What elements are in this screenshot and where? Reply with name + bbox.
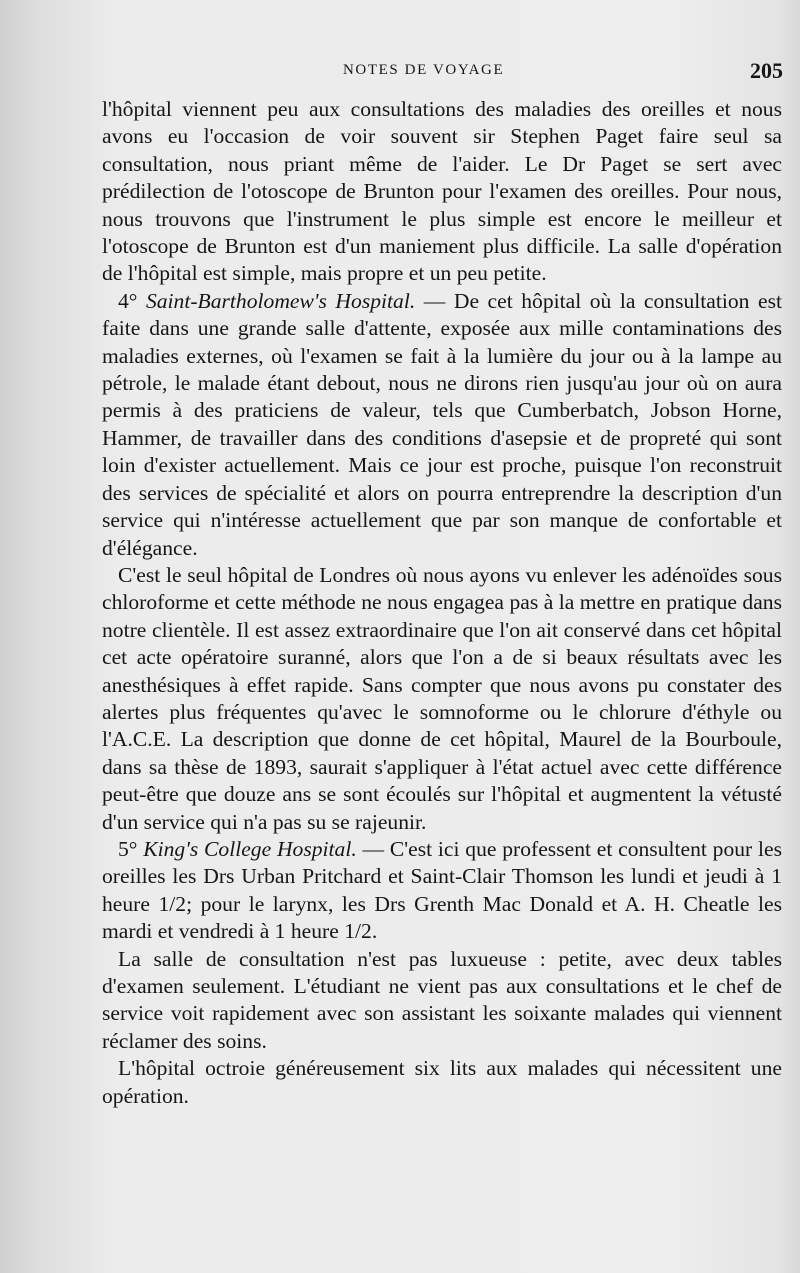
paragraph-text: C'est le seul hôpital de Londres où nous ayons vu enlever les adénoïdes sous chloroforme et cette méthode ne nous engagea pas à la mettre en pratique dans notre clientèle. Il est assez extraordinaire que l'on ait conservé dans cet hôpital cet acte opératoire suranné, alors que l'on a de si beaux résultats avec les anesthésiques à effet rapide. Sans compter que nous avons pu constater des alertes plus fréquentes qu'avec le somnoforme ou le chlorure d'éthyle ou l'A.C.E. La description que donne de cet hôpital, Maurel de la Bourboule, dans sa thèse de 1893, saurait s'appliquer à l'état actuel avec cette différence peut-être que douze ans se sont écoulés sur l'hôpital et augmentent la vétusté d'un service qui n'a pas su se rajeunir. [102, 562, 782, 834]
section-number: 4° [118, 288, 138, 313]
running-title: NOTES DE VOYAGE [343, 62, 505, 78]
section-number: 5° [118, 836, 138, 861]
paragraph-text: La salle de consultation n'est pas luxueuse : petite, avec deux tables d'examen seulement. L'étudiant ne vient pas aux consultations et le chef de service voit rapidement avec son assistant les soixante malades qui viennent réclamer des soins. [102, 946, 782, 1053]
paragraph-text: — C'est ici que professent et consultent pour les oreilles les Drs Urban Pritchard et Saint-Clair Thomson les lundi et jeudi à 1 heure 1/2; pour le larynx, les Drs Grenth Mac Donald et A. H. Cheatle les mardi et vendredi à 1 heure 1/2. [102, 836, 782, 944]
page-header [108, 58, 783, 86]
paragraph-1 [102, 96, 782, 288]
section-title: King's College Hospital. [143, 836, 357, 861]
body-text [102, 96, 782, 1110]
paragraph-text: L'hôpital octroie généreusement six lits aux malades qui nécessitent une opération. [102, 1056, 782, 1108]
paragraph-text: l'hôpital viennent peu aux consultations des maladies des oreilles et nous avons eu l'occasion de voir souvent sir Stephen Paget faire seul sa consultation, nous priant même de l'aider. Le Dr Paget se sert avec prédilection de l'otoscope de Brunton pour l'examen des oreilles. Pour nous, nous trouvons que l'instrument le plus simple est encore le meilleur et l'otoscope de Brunton est d'un maniement plus difficile. La salle d'opération de l'hôpital est simple, mais propre et un peu petite. [102, 97, 782, 286]
paragraph-4 [102, 836, 782, 946]
paragraph-2 [102, 288, 782, 562]
paragraph-5 [102, 946, 782, 1056]
paragraph-text: — De cet hôpital où la consultation est faite dans une grande salle d'attente, exposée aux mille contaminations des maladies externes, où l'examen se fait à la lumière du jour ou à la lampe au pétrole, le malade étant debout, nous ne dirons rien jusqu'au jour où on aura permis à des praticiens de valeur, tels que Cumberbatch, Jobson Horne, Hammer, de travailler dans des conditions d'asepsie et de propreté qui sont loin d'exister actuellement. Mais ce jour est proche, puisque l'on reconstruit des services de spécialité et alors on pourra entreprendre la description d'un service qui n'intéresse actuellement que par son manque de confortable et d'élégance. [102, 288, 782, 560]
page-number: 205 [750, 58, 783, 83]
paragraph-6 [102, 1055, 782, 1110]
paragraph-3 [102, 562, 782, 836]
section-title: Saint-Bartholomew's Hospital. [145, 288, 416, 313]
